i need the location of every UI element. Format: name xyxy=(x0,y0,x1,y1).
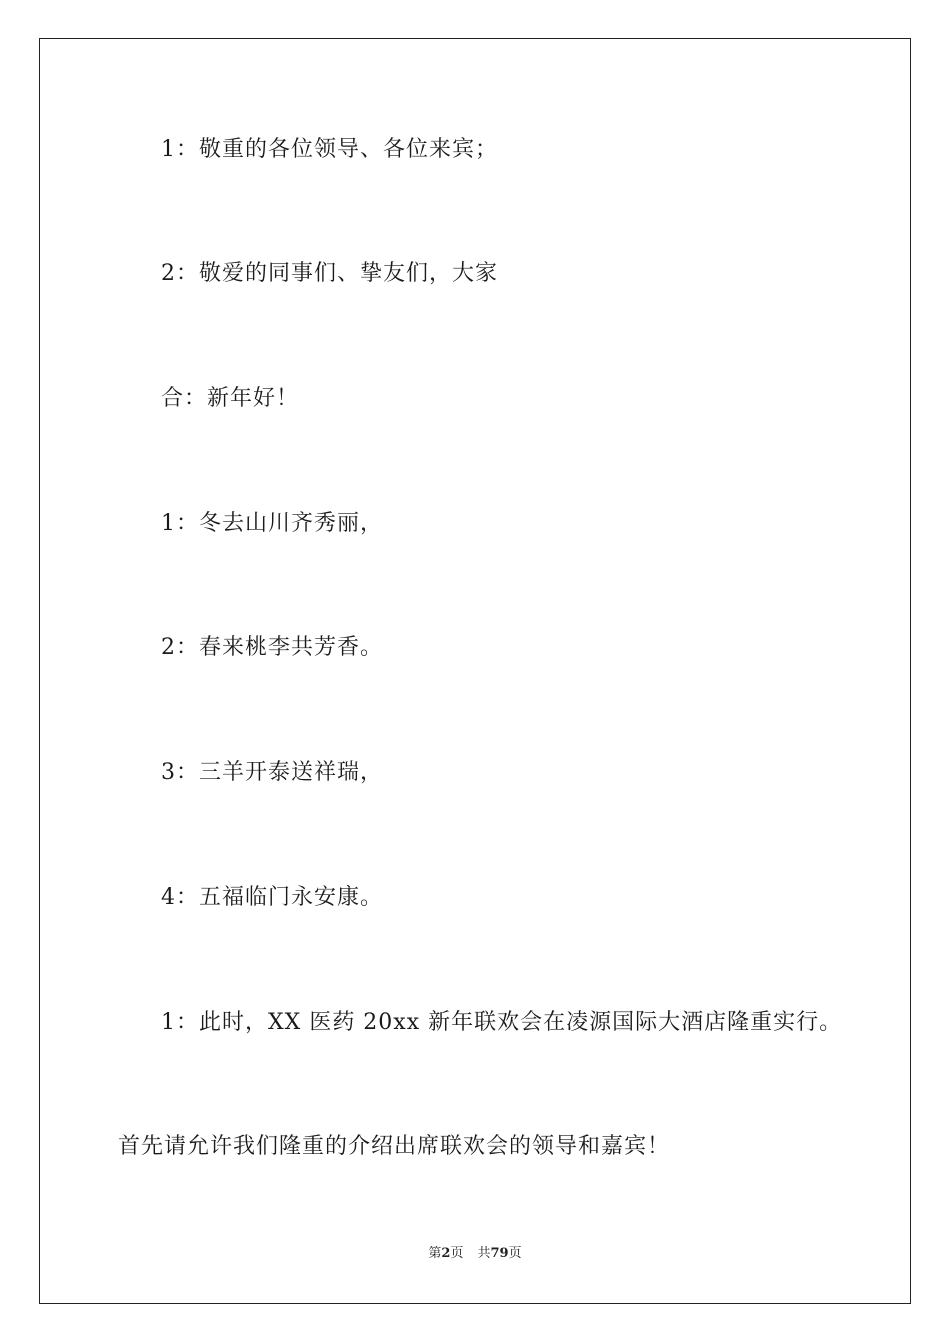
script-line: 4：五福临门永安康。 xyxy=(161,885,383,910)
script-line: 1：此时，XX 医药 20xx 新年联欢会在凌源国际大酒店隆重实行。 xyxy=(161,1010,843,1035)
page-frame xyxy=(39,38,911,1304)
script-line: 1：敬重的各位领导、各位来宾； xyxy=(161,137,498,162)
script-line: 1：冬去山川齐秀丽， xyxy=(161,511,383,536)
total-prefix: 共 xyxy=(477,1246,491,1261)
page-number: 2 xyxy=(441,1246,451,1261)
total-pages: 79 xyxy=(490,1246,509,1261)
total-suffix: 页 xyxy=(508,1246,522,1261)
script-line: 2：春来桃李共芳香。 xyxy=(161,635,383,660)
script-line: 合：新年好！ xyxy=(161,386,300,411)
page-suffix: 页 xyxy=(450,1246,464,1261)
page-prefix: 第 xyxy=(428,1246,442,1261)
page-footer xyxy=(0,1245,950,1263)
script-paragraph: 首先请允许我们隆重的介绍出席联欢会的领导和嘉宾！ xyxy=(118,1134,671,1159)
script-line: 2：敬爱的同事们、挚友们，大家 xyxy=(161,261,498,286)
script-line: 3：三羊开泰送祥瑞， xyxy=(161,760,383,785)
